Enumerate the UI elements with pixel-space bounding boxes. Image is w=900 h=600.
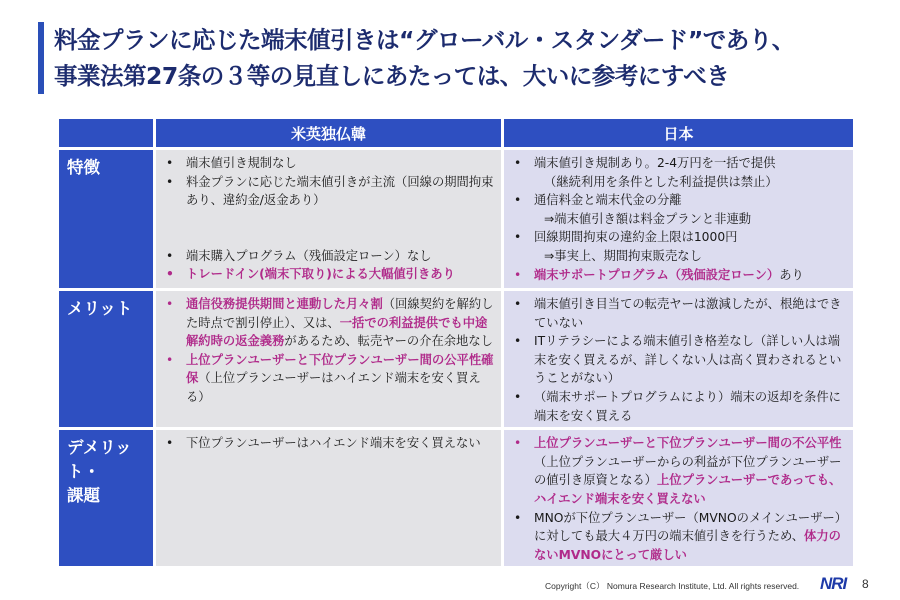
- list-item: • （端末サポートプログラムにより）端末の返却を条件に端末を安く買える: [508, 388, 847, 425]
- cell-merits-japan: [504, 291, 853, 427]
- cell-features-japan: [504, 150, 853, 288]
- header-overseas: 米英独仏韓: [156, 119, 501, 147]
- plain-text: （上位プランユーザーからの利益が下位プランユーザーの値引き原資となる）: [534, 454, 842, 488]
- list-item: • トレードイン(端末下取り)による大幅値引きあり: [160, 265, 495, 284]
- highlight-text: 上位プランユーザーと下位プランユーザー間の不公平性: [534, 436, 842, 451]
- plain-text: MNOが下位プランユーザー（MVNOのメインユーザー）に対しても最大４万円の端末値引きを行うため、: [534, 510, 841, 544]
- row-label-merits: メリット: [59, 291, 153, 427]
- list-item: • 料金プランに応じた端末値引きが主流（回線の期間拘束あり、違約金/返金あり）: [160, 173, 495, 210]
- list-item: [160, 295, 495, 351]
- list-item: • 端末値引き規制あり。2-4万円を一括で提供: [508, 154, 847, 173]
- list-item: • ITリテラシーによる端末値引き格差なし（詳しい人は端末を安く買えるが、詳しくない人は高く買わされるということがない）: [508, 332, 847, 388]
- row-label-demerits: [59, 430, 153, 566]
- nri-logo: NRI: [820, 574, 847, 593]
- table-row-demerits: [59, 430, 853, 566]
- plain-text: （上位プランユーザーはハイエンド端末を安く買える）: [186, 371, 481, 404]
- highlight-text: 一括での利益提供でも中途解約時の返金義務: [186, 315, 488, 349]
- title-line-1: 料金プランに応じた端末値引きは“グローバル・スタンダード”であり、: [54, 26, 795, 54]
- cell-features-overseas: [156, 150, 501, 288]
- list-item: [508, 509, 847, 565]
- list-item: • 回線期間拘束の違約金上限は1000円: [508, 228, 847, 247]
- list-item: • 下位プランユーザーはハイエンド端末を安く買えない: [160, 434, 495, 453]
- row-label-features: 特徴: [59, 150, 153, 288]
- highlight-text: 通信役務提供期間と連動した月々割: [186, 297, 383, 311]
- copyright-text: Copyright（C） Nomura Research Institute, Ltd. All rights reserved.: [545, 581, 800, 591]
- row-label-line: デメリット・: [67, 438, 132, 482]
- list-item: • 通信料金と端末代金の分離: [508, 191, 847, 210]
- list-item: （継続利用を条件とした利益提供は禁止）: [544, 174, 778, 189]
- page-number: 8: [862, 577, 869, 591]
- list-item: ⇒端末値引き額は料金プランと非連動: [544, 211, 752, 226]
- list-item: [508, 266, 847, 285]
- header-japan: 日本: [504, 119, 853, 147]
- list-item: ⇒事実上、期間拘束販売なし: [544, 248, 702, 263]
- highlight-text: 体力のないMVNOにとって厳しい: [534, 529, 841, 562]
- list-item: • 端末購入プログラム（残価設定ローン）なし: [160, 247, 495, 266]
- title-line-2: 事業法第27条の３等の見直しにあたっては、大いに参考にすべき: [54, 62, 730, 90]
- title-accent-bar: [38, 22, 44, 94]
- row-label-line: 課題: [67, 486, 100, 506]
- list-item: [508, 434, 847, 508]
- table-row-features: [59, 150, 853, 288]
- list-item: • 端末値引き規制なし: [160, 154, 495, 173]
- plain-text: があるため、転売ヤーの介在余地なし: [284, 334, 493, 349]
- table-header-row: [59, 119, 853, 147]
- header-corner: [59, 119, 153, 147]
- list-item: [160, 351, 495, 407]
- plain-text: （回線契約を解約した時点で割引停止）、又は、: [186, 297, 494, 330]
- list-item: • 端末値引き目当ての転売ヤーは激減したが、根絶はできていない: [508, 295, 847, 332]
- page-title: [54, 22, 884, 94]
- cell-demerits-overseas: [156, 430, 501, 566]
- highlight-text: 上位プランユーザーであっても、ハイエンド端末を安く買えない: [534, 473, 842, 506]
- table-row-merits: [59, 291, 853, 427]
- plain-text: あり: [779, 267, 804, 282]
- highlight-text: 端末サポートプログラム（残価設定ローン）: [534, 267, 780, 282]
- highlight-text: 上位プランユーザーと下位プランユーザー間の公平性確保: [186, 352, 494, 386]
- comparison-table: [56, 116, 856, 569]
- cell-demerits-japan: [504, 430, 853, 566]
- cell-merits-overseas: [156, 291, 501, 427]
